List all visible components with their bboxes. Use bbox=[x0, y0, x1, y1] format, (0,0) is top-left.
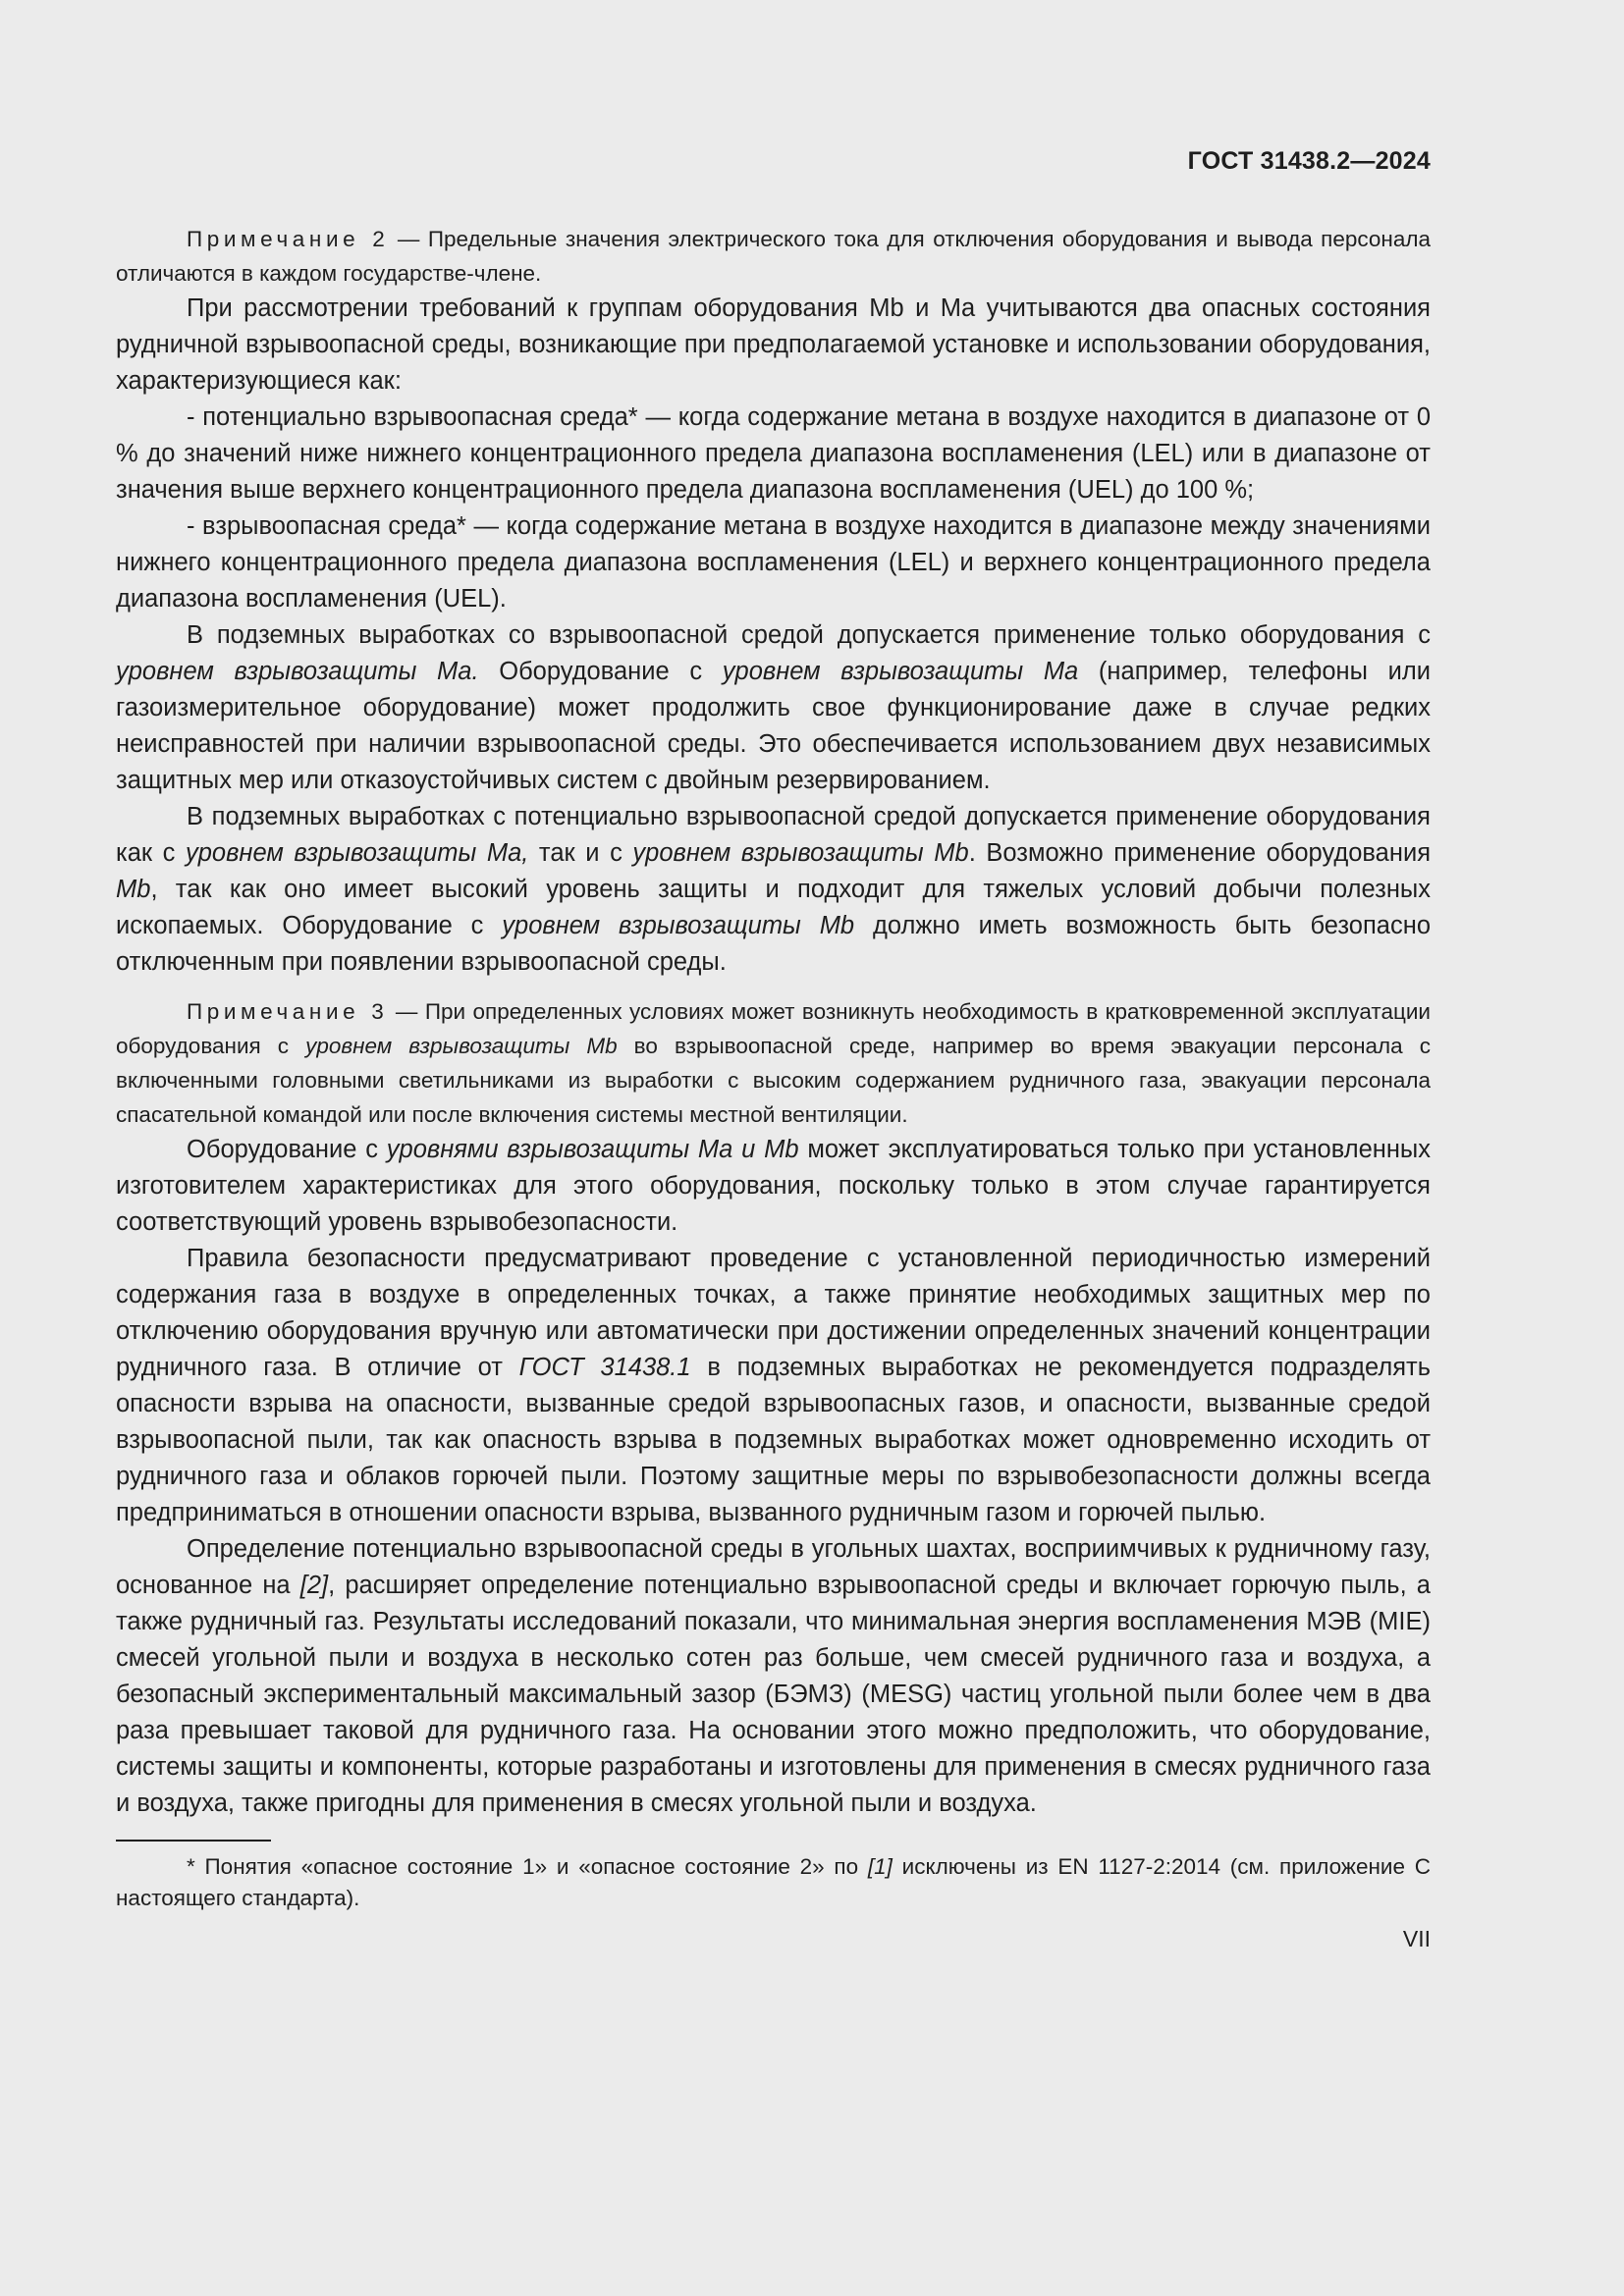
text-run: во взрывоопасной среде, например во время эвакуации персонала с включенными головными светильниками из выработки с высоким содержанием рудничного газа, эвакуации персонала спасательной командой или после включения системы местной вентиляции. bbox=[116, 1034, 1432, 1127]
note-3 bbox=[116, 994, 1431, 1132]
paragraph-7 bbox=[116, 1241, 1431, 1531]
text-run: может эксплуатироваться только при установленных изготовителем характеристиках для этого оборудования, поскольку только в этом случае гарантируется соответствующий уровень взрывобезопасности. bbox=[116, 1136, 1431, 1236]
text-run: . Возможно применение оборудования bbox=[968, 839, 1431, 867]
text-run: , так как оно имеет высокий уровень защиты и подходит для тяжелых условий добычи полезных ископаемых. Оборудование с bbox=[116, 876, 1431, 939]
document-code-header: ГОСТ 31438.2—2024 bbox=[1187, 147, 1431, 175]
bibliography-reference: [1] bbox=[867, 1854, 893, 1879]
paragraph-5 bbox=[116, 799, 1431, 981]
emphasis-run: уровнем взрывозащиты Mb bbox=[502, 912, 855, 939]
bibliography-reference: [2] bbox=[299, 1572, 329, 1599]
emphasis-run: Mb bbox=[116, 876, 151, 903]
note-2-label: Примечание 2 bbox=[187, 227, 390, 251]
text-run: — При определенных условиях может возникнуть необходимость в кратковременной эксплуатации оборудования с bbox=[116, 999, 1431, 1058]
emphasis-run: уровнем взрывозащиты Ma, bbox=[185, 839, 529, 867]
emphasis-run: уровнями взрывозащиты Ma и Mb bbox=[386, 1136, 799, 1163]
paragraph-explosive-env: - взрывоопасная среда* — когда содержание метана в воздухе находится в диапазоне между значениями нижнего концентрационного предела диапазона воспламенения (LEL) и верхнего концентрационного предела диапазона воспламенения (UEL). bbox=[116, 512, 1431, 613]
text-run: Правила безопасности предусматривают проведение с установленной периодичностью измерений содержания газа в воздухе в определенных точках, а также принятие необходимых защитных мер по отключению оборудования вручную или автоматически при достижении определенных значений концентрации рудничного газа. В отличие от bbox=[116, 1245, 1431, 1381]
text-run: в подземных выработках не рекомендуется подразделять опасности взрыва на опасности, вызванные средой взрывоопасных газов, и опасности, вызванные средой взрывоопасной пыли, так как опасность взрыва в подземных выработках может одновременно исходить от рудничного газа и облаков горючей пыли. Поэтому защитные меры по взрывобезопасности должны всегда предприниматься в отношении опасности взрыва, вызванного рудничным газом и горючей пылью. bbox=[116, 1354, 1431, 1526]
text-run: Оборудование с bbox=[187, 1136, 387, 1163]
text-run: должно иметь возможность быть безопасно отключенным при появлении взрывоопасной среды. bbox=[116, 912, 1431, 976]
text-run: Оборудование с bbox=[478, 658, 723, 685]
note-2 bbox=[116, 222, 1431, 291]
text-run: В подземных выработках со взрывоопасной средой допускается применение только оборудования с bbox=[187, 621, 1431, 649]
standard-reference: ГОСТ 31438.1 bbox=[518, 1354, 691, 1381]
text-run: так и с bbox=[528, 839, 633, 867]
text-run: (например, телефоны или газоизмерительное оборудование) может продолжить свое функционирование даже в случае редких неисправностей при наличии взрывоопасной среды. Это обеспечивается использованием двух независимых защитных мер или отказоустойчивых систем с двойным резервированием. bbox=[116, 658, 1431, 794]
paragraph-8 bbox=[116, 1531, 1431, 1822]
text-run: исключены из EN 1127-2:2014 (см. приложение С настоящего стандарта). bbox=[116, 1854, 1431, 1910]
page-content bbox=[116, 222, 1431, 1952]
page-number: VII bbox=[1402, 1926, 1431, 1951]
note-3-label: Примечание 3 bbox=[187, 999, 389, 1024]
paragraph-6 bbox=[116, 1132, 1431, 1241]
text-run: Определение потенциально взрывоопасной среды в угольных шахтах, восприимчивых к рудничному газу, основанное на bbox=[116, 1535, 1431, 1599]
footnote-divider bbox=[116, 1840, 271, 1842]
footnote bbox=[116, 1851, 1431, 1914]
emphasis-run: уровнем взрывозащиты Ma bbox=[722, 658, 1079, 685]
text-run: * Понятия «опасное состояние 1» и «опасное состояние 2» по bbox=[187, 1854, 868, 1879]
text-run: , расширяет определение потенциально взрывоопасной среды и включает горючую пыль, а также рудничный газ. Результаты исследований показали, что минимальная энергия воспламенения МЭВ (MIE) смесей угольной пыли и воздуха в несколько сотен раз больше, чем смесей рудничного газа и воздуха, а безопасный экспериментальный максимальный зазор (БЭМЗ) (MESG) частиц угольной пыли более чем в два раза превышает таковой для рудничного газа. На основании этого можно предположить, что оборудование, системы защиты и компоненты, которые разработаны и изготовлены для применения в смесях рудничного газа и воздуха, также пригодны для применения в смесях угольной пыли и воздуха. bbox=[116, 1572, 1431, 1817]
paragraph-potential-env: - потенциально взрывоопасная среда* — когда содержание метана в воздухе находится в диапазоне от 0 % до значений ниже нижнего концентрационного предела диапазона воспламенения (LEL) или в диапазоне от значения выше верхнего концентрационного предела диапазона воспламенения (UEL) до 100 %; bbox=[116, 403, 1431, 504]
text-run: В подземных выработках с потенциально взрывоопасной средой допускается применение оборудования как с bbox=[116, 803, 1431, 867]
emphasis-run: уровнем взрывозащиты Mb bbox=[305, 1034, 618, 1058]
note-2-text: — Предельные значения электрического тока для отключения оборудования и вывода персонала отличаются в каждом государстве-члене. bbox=[116, 227, 1431, 286]
paragraph-4 bbox=[116, 617, 1431, 799]
emphasis-run: уровнем взрывозащиты Ma. bbox=[116, 658, 479, 685]
emphasis-run: уровнем взрывозащиты Mb bbox=[632, 839, 969, 867]
paragraph-1: При рассмотрении требований к группам оборудования Mb и Ma учитываются два опасных состояния рудничной взрывоопасной среды, возникающие при предполагаемой установке и использовании оборудования, характеризующиеся как: bbox=[116, 294, 1431, 395]
